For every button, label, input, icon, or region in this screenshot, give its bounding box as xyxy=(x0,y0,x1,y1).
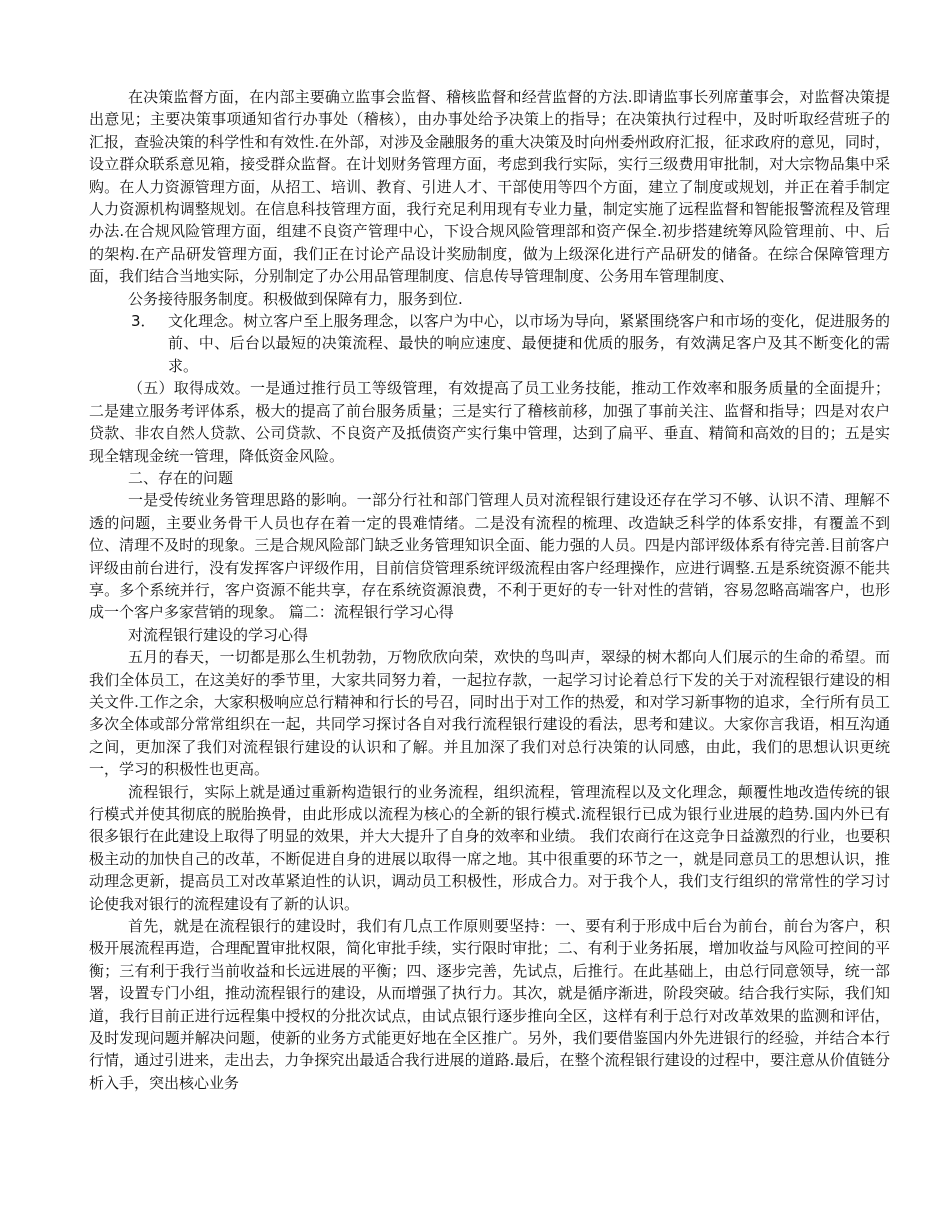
section-heading-problems: 二、存在的问题 xyxy=(128,468,234,487)
paragraph-achievements: （五）取得成效。一是通过推行员工等级管理，有效提高了员工业务技能，推动工作效率和服务质量的全面提升；二是建立服务考评体系，极大的提高了前台服务质量；三是实行了稽核前移，加强了事前关注、监督和指导；四是对农户贷款、非农自然人贷款、公司贷款、不良资产及抵债资产实行集中管理，达到了扁平、垂直、精简和高效的目的；五是实现全辖现金统一管理，降低资金风险。 xyxy=(89,379,890,465)
article-title: 对流程银行建设的学习心得 xyxy=(128,625,309,644)
paragraph-problems: 一是受传统业务管理思路的影响。一部分行社和部门管理人员对流程银行建设还存在学习不够、认识不清、理解不透的问题，主要业务骨干人员也存在着一定的畏难情绪。二是没有流程的梳理、改造缺乏科学的体系安排，有覆盖不到位、清理不及时的现象。三是合规风险部门缺乏业务管理知识全面、能力强的人员。四是内部评级体系有待完善.目前客户评级由前台进行，没有发挥客户评级作用，目前信贷管理系统评级流程由客户经理操作，应进行调整.五是系统资源不能共享。多个系统并行，客户资源不能共享，存在系统资源浪费，不利于更好的专一针对性的营销，容易忽略高端客户，也形成一个客户多家营销的现象。 篇二：流程银行学习心得 xyxy=(89,491,890,622)
paragraph-principles: 首先，就是在流程银行的建设时，我们有几点工作原则要坚持：一、要有利于形成中后台为前台，前台为客户，积极开展流程再造，合理配置审批权限，简化审批手续，实行限时审批；二、有利于业务拓展，增加收益与风险可控间的平衡；三有利于我行当前收益和长远进展的平衡；四、逐步完善，先试点，后推行。在此基础上，由总行同意领导，统一部署，设置专门小组，推动流程银行的建设，从而增强了执行力。其次，就是循序渐进，阶段突破。结合我行实际，我们知道，我行目前正进行远程集中授权的分批次试点，由试点银行逐步推向全区，这样有利于总行对改革效果的监测和评估，及时发现问题并解决问题，使新的业务方式能更好地在全区推广。另外，我们要借鉴国内外先进银行的经验，并结合本行行情，通过引进来，走出去，力争探究出最适合我行进展的道路.最后，在整个流程银行建设的过程中，要注意从价值链分析入手，突出核心业务 xyxy=(89,917,890,1092)
paragraph-reception-system: 公务接待服务制度。积极做到保障有力，服务到位. xyxy=(128,289,463,308)
paragraph-process-bank: 流程银行，实际上就是通过重新构造银行的业务流程，组织流程，管理流程以及文化理念，颠覆性地改造传统的银行模式并使其彻底的脱胎换骨，由此形成以流程为核心的全新的银行模式.流程银行已成为银行业进展的趋势.国内外已有很多银行在此建设上取得了明显的效果，并大大提升了自身的效率和业绩。 我们农商行在这竞争日益激烈的行业，也要积极主动的加快自己的改革，不断促进自身的进展以取得一席之地。其中很重要的环节之一，就是同意员工的思想认识，推动理念更新，提高员工对改革紧迫性的认识，调动员工积极性，形成合力。对于我个人，我们支行组织的常常性的学习讨论使我对银行的流程建设有了新的认识。 xyxy=(89,782,890,913)
list-item-number: 3． xyxy=(131,312,156,331)
list-item-text: 文化理念。树立客户至上服务理念，以客户为中心，以市场为导向，紧紧围绕客户和市场的变化，促进服务的前、中、后台以最短的决策流程、最快的响应速度、最便捷和优质的服务，有效满足客户及其不断变化的需求。 xyxy=(168,312,890,375)
paragraph-decision-supervision: 在决策监督方面，在内部主要确立监事会监督、稽核监督和经营监督的方法.即请监事长列席董事会，对监督决策提出意见；主要决策事项通知省行办事处（稽核），由办事处给予决策上的指导；在决策执行过程中，及时听取经营班子的汇报，查验决策的科学性和有效性.在外部，对涉及金融服务的重大决策及时向州委州政府汇报，征求政府的意见，同时，设立群众联系意见箱，接受群众监督。在计划财务管理方面，考虑到我行实际，实行三级费用审批制，对大宗物品集中采购。在人力资源管理方面，从招工、培训、教育、引进人才、干部使用等四个方面，建立了制度或规划，并正在着手制定人力资源机构调整规划。在信息科技管理方面，我行充足利用现有专业力量，制定实施了远程监督和智能报警流程及管理办法.在合规风险管理方面，组建不良资产管理中心，下设合规风险管理部和资产保全.初步搭建统筹风险管理前、中、后的架构.在产品研发管理方面，我们正在讨论产品设计奖励制度，做为上级深化进行产品研发的储备。在综合保障管理方面，我们结合当地实际，分别制定了办公用品管理制度、信息传导管理制度、公务用车管理制度、 xyxy=(89,88,890,286)
list-item-culture xyxy=(89,310,890,377)
paragraph-spring: 五月的春天，一切都是那么生机勃勃，万物欣欣向荣，欢快的鸟叫声，翠绿的树木都向人们展示的生命的希望。而我们全体员工，在这美好的季节里，大家共同努力着，一起拉存款，一起学习讨论着总行下发的关于对流程银行建设的相关文件.工作之余，大家积极响应总行精神和行长的号召，同时出于对工作的热爱，和对学习新事物的追求，全行所有员工多次全体或部分常常组织在一起，共同学习探讨各自对我行流程银行建设的看法，思考和建议。大家你言我语，相互沟通之间，更加深了我们对流程银行建设的认识和了解。并且加深了我们对总行决策的认同感，由此，我们的思想认识更统一，学习的积极性也更高。 xyxy=(89,648,890,779)
